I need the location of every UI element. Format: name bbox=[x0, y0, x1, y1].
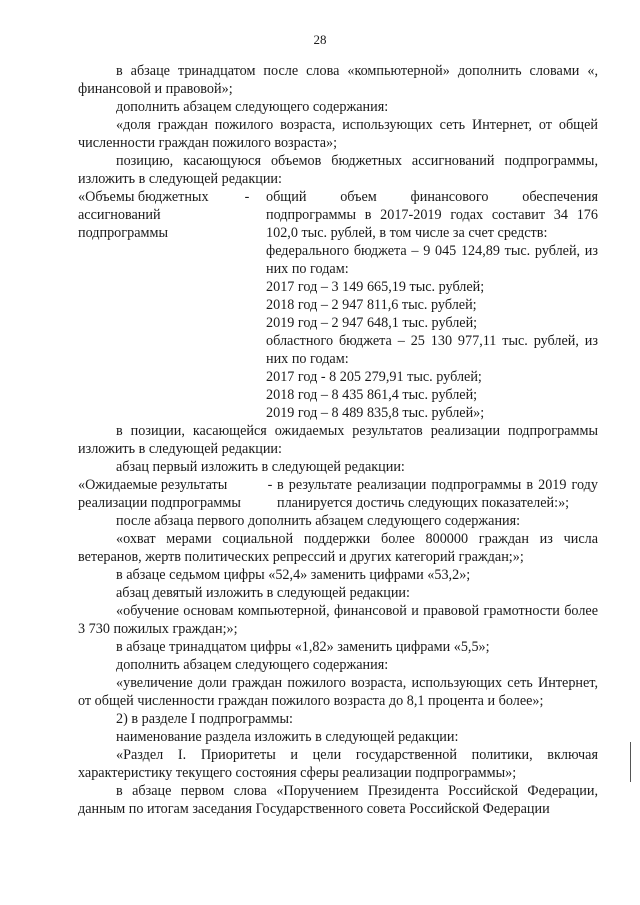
budget-intro: общий объем финансового обеспечения подпрограммы в 2017-2019 годах составит 34 176 102,0 тыс. рублей, в том числе за счет средств: bbox=[266, 189, 598, 241]
paragraph: в абзаце седьмом цифры «52,4» заменить цифрами «53,2»; bbox=[116, 567, 471, 583]
page-number: 28 bbox=[313, 32, 327, 47]
paragraph: в позиции, касающейся ожидаемых результатов реализации подпрограммы изложить в следующей редакции: bbox=[78, 423, 598, 457]
budget-regional-year: 2019 год – 8 489 835,8 тыс. рублей»; bbox=[266, 405, 485, 421]
budget-regional-year: 2018 год – 8 435 861,4 тыс. рублей; bbox=[266, 387, 478, 403]
budget-table-label: «Объемы бюджетных ассигнований подпрограммы bbox=[78, 189, 209, 241]
paragraph: позицию, касающуюся объемов бюджетных ассигнований подпрограммы, изложить в следующей редакции: bbox=[78, 153, 598, 187]
budget-table bbox=[78, 188, 598, 422]
results-table bbox=[78, 476, 598, 512]
budget-table-dash: - bbox=[244, 189, 250, 205]
paragraph: дополнить абзацем следующего содержания: bbox=[116, 99, 389, 115]
paragraph: абзац первый изложить в следующей редакции: bbox=[116, 459, 405, 475]
budget-federal-year: 2019 год – 2 947 648,1 тыс. рублей; bbox=[266, 315, 478, 331]
budget-federal: федерального бюджета – 9 045 124,89 тыс. рублей, из них по годам: bbox=[266, 243, 598, 277]
paragraph: в абзаце тринадцатом цифры «1,82» заменить цифрами «5,5»; bbox=[116, 639, 490, 655]
results-table-dash: - bbox=[267, 477, 273, 493]
paragraph: «увеличение доли граждан пожилого возраста, использующих сеть Интернет, от общей численности граждан пожилого возраста до 8,1 процента и более»; bbox=[78, 675, 598, 709]
paragraph: «охват мерами социальной поддержки более 800000 граждан из числа ветеранов, жертв политических репрессий и других категорий граждан;»; bbox=[78, 531, 598, 565]
paragraph: «обучение основам компьютерной, финансовой и правовой грамотности более 3 730 пожилых граждан;»; bbox=[78, 603, 598, 637]
results-table-value: в результате реализации подпрограммы в 2019 году планируется достичь следующих показателей:»; bbox=[277, 477, 598, 511]
paragraph: наименование раздела изложить в следующей редакции: bbox=[116, 729, 459, 745]
paragraph: «Раздел I. Приоритеты и цели государственной политики, включая характеристику текущего состояния сферы реализации подпрограммы»; bbox=[78, 747, 598, 781]
budget-federal-year: 2018 год – 2 947 811,6 тыс. рублей; bbox=[266, 297, 477, 313]
scan-margin-mark bbox=[630, 742, 631, 782]
budget-regional: областного бюджета – 25 130 977,11 тыс. рублей, из них по годам: bbox=[266, 333, 598, 367]
paragraph: 2) в разделе I подпрограммы: bbox=[116, 711, 293, 727]
document-body bbox=[78, 62, 598, 818]
paragraph: в абзаце тринадцатом после слова «компьютерной» дополнить словами «, финансовой и правовой»; bbox=[78, 63, 598, 97]
paragraph: абзац девятый изложить в следующей редакции: bbox=[116, 585, 410, 601]
budget-federal-year: 2017 год – 3 149 665,19 тыс. рублей; bbox=[266, 279, 485, 295]
budget-regional-year: 2017 год - 8 205 279,91 тыс. рублей; bbox=[266, 369, 482, 385]
paragraph: в абзаце первом слова «Поручением Президента Российской Федерации, данным по итогам заседания Государственного совета Российской Федерации bbox=[78, 783, 598, 817]
results-table-label: «Ожидаемые результаты реализации подпрограммы bbox=[78, 477, 241, 511]
paragraph: после абзаца первого дополнить абзацем следующего содержания: bbox=[116, 513, 521, 529]
paragraph: дополнить абзацем следующего содержания: bbox=[116, 657, 389, 673]
paragraph: «доля граждан пожилого возраста, использующих сеть Интернет, от общей численности граждан пожилого возраста»; bbox=[78, 117, 598, 151]
budget-table-value bbox=[266, 188, 598, 422]
